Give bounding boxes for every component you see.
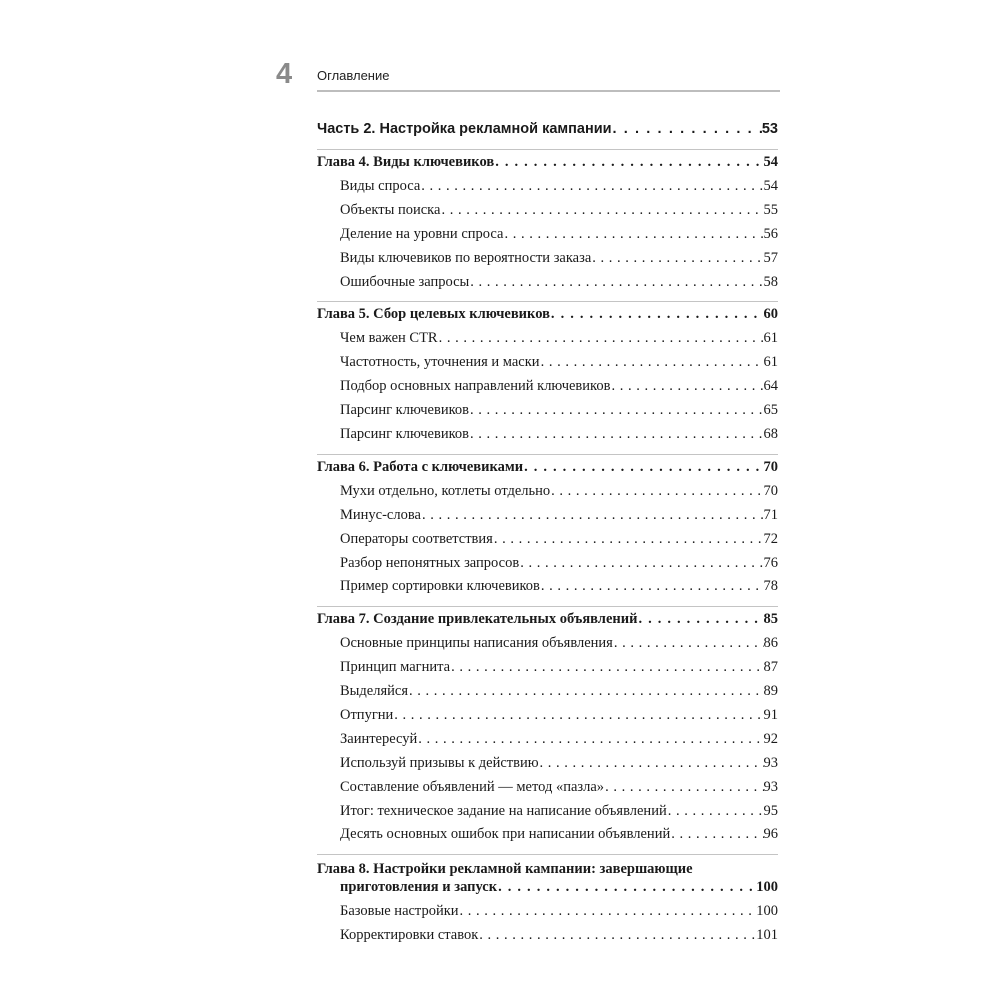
chapter-divider <box>317 854 778 855</box>
header-rule <box>317 90 780 92</box>
chapter-page: 100 <box>756 879 778 896</box>
dot-leader <box>540 578 764 595</box>
dot-leader <box>667 803 764 820</box>
toc-section[interactable] <box>317 927 778 951</box>
dot-leader <box>469 426 764 443</box>
dot-leader <box>459 903 757 920</box>
part-title: Часть 2. Настройка рекламной кампании <box>317 121 612 137</box>
dot-leader <box>540 354 764 371</box>
section-page: 72 <box>763 530 778 547</box>
section-page: 95 <box>763 802 778 819</box>
toc-section[interactable] <box>317 803 778 827</box>
chapter-page: 70 <box>763 458 778 475</box>
toc-section[interactable] <box>317 635 778 659</box>
chapter-page: 54 <box>763 154 778 170</box>
chapter-title: Глава 7. Создание привлекательных объявлений <box>317 611 638 628</box>
section-title: Используй призывы к действию <box>340 754 539 771</box>
toc-section[interactable] <box>317 779 778 803</box>
toc-section[interactable] <box>317 178 778 202</box>
toc-section[interactable] <box>317 507 778 531</box>
section-title: Деление на уровни спроса <box>340 225 504 242</box>
toc-section[interactable] <box>317 250 778 274</box>
section-page: 54 <box>763 178 778 194</box>
dot-leader <box>610 378 763 395</box>
toc-section[interactable] <box>317 483 778 507</box>
section-title: Мухи отдельно, котлеты отдельно <box>340 482 551 499</box>
section-page: 61 <box>763 330 778 347</box>
chapter-title: Глава 5. Сбор целевых ключевиков <box>317 306 550 323</box>
dot-leader <box>469 402 764 419</box>
toc-section[interactable] <box>317 707 778 731</box>
dot-leader <box>493 531 764 548</box>
dot-leader <box>519 555 763 572</box>
chapter-page: 60 <box>763 306 778 323</box>
dot-leader <box>497 879 756 896</box>
dot-leader <box>612 121 762 138</box>
toc-chapter-4[interactable] <box>317 154 778 178</box>
dot-leader <box>494 154 763 171</box>
section-page: 71 <box>763 506 778 523</box>
toc-section[interactable] <box>317 330 778 354</box>
dot-leader <box>550 483 763 500</box>
section-title: Базовые настройки <box>340 903 459 920</box>
toc-chapter-8[interactable] <box>317 859 778 903</box>
dot-leader <box>604 779 763 796</box>
dot-leader <box>550 306 764 323</box>
section-title: Основные принципы написания объявления <box>340 635 613 652</box>
section-title: Парсинг ключевиков <box>340 402 469 419</box>
toc-section[interactable] <box>317 354 778 378</box>
toc-part-2[interactable] <box>317 121 778 145</box>
section-page: 91 <box>763 707 778 724</box>
section-title: Отпугни <box>340 707 394 724</box>
section-title: Составление объявлений — метод «пазла» <box>340 778 605 795</box>
dot-leader <box>670 826 763 843</box>
chapter-title-line2: приготовления и запуск <box>340 879 498 896</box>
section-title: Ошибочные запросы <box>340 273 470 290</box>
section-title: Виды ключевиков по вероятности заказа <box>340 249 592 266</box>
section-title: Заинтересуй <box>340 730 418 747</box>
part-page: 53 <box>761 121 778 137</box>
section-page: 64 <box>763 378 778 395</box>
chapter-divider <box>317 149 778 150</box>
dot-leader <box>421 507 764 524</box>
dot-leader <box>469 274 763 291</box>
section-page: 93 <box>763 754 778 771</box>
dot-leader <box>393 707 763 724</box>
toc-section[interactable] <box>317 659 778 683</box>
dot-leader <box>417 731 763 748</box>
chapter-title-line1: Глава 8. Настройки рекламной кампании: завершающие <box>317 861 693 878</box>
dot-leader <box>503 226 763 243</box>
dot-leader <box>523 459 763 476</box>
chapter-title: Глава 4. Виды ключевиков <box>317 154 495 170</box>
section-title: Парсинг ключевиков <box>340 426 469 443</box>
toc-section[interactable] <box>317 274 778 298</box>
dot-leader <box>438 330 764 347</box>
dot-leader <box>440 202 763 219</box>
dot-leader <box>450 659 763 676</box>
section-page: 76 <box>763 554 778 571</box>
toc-section[interactable] <box>317 402 778 426</box>
section-page: 61 <box>763 354 778 371</box>
toc-section[interactable] <box>317 903 778 927</box>
section-title: Минус-слова <box>340 506 421 523</box>
section-page: 100 <box>756 903 778 920</box>
dot-leader <box>613 635 764 652</box>
section-title: Пример сортировки ключевиков <box>340 578 540 595</box>
toc-section[interactable] <box>317 683 778 707</box>
toc-chapter-5[interactable] <box>317 306 778 330</box>
toc-section[interactable] <box>317 826 778 850</box>
section-page: 78 <box>763 578 778 595</box>
table-of-contents <box>317 118 778 951</box>
chapter-divider <box>317 454 778 455</box>
chapter-title: Глава 6. Работа с ключевиками <box>317 458 524 475</box>
section-page: 101 <box>756 927 778 944</box>
section-page: 68 <box>763 426 778 443</box>
toc-section[interactable] <box>317 755 778 779</box>
dot-leader <box>478 927 756 944</box>
toc-section[interactable] <box>317 731 778 755</box>
dot-leader <box>408 683 764 700</box>
section-title: Чем важен CTR <box>340 330 438 347</box>
section-page: 96 <box>763 826 778 843</box>
chapter-divider <box>317 301 778 302</box>
toc-section[interactable] <box>317 226 778 250</box>
section-title: Операторы соответствия <box>340 530 493 547</box>
toc-section[interactable] <box>317 202 778 226</box>
toc-section[interactable] <box>317 378 778 402</box>
section-page: 87 <box>763 659 778 676</box>
section-title: Принцип магнита <box>340 659 451 676</box>
toc-chapter-6[interactable] <box>317 459 778 483</box>
section-page: 56 <box>763 225 778 242</box>
dot-leader <box>637 611 763 628</box>
dot-leader <box>591 250 763 267</box>
dot-leader <box>539 755 764 772</box>
toc-section[interactable] <box>317 531 778 555</box>
dot-leader <box>420 178 763 195</box>
toc-section[interactable] <box>317 426 778 450</box>
section-page: 89 <box>763 683 778 700</box>
running-title: Оглавление <box>317 68 390 83</box>
section-title: Разбор непонятных запросов <box>340 554 520 571</box>
section-page: 65 <box>763 402 778 419</box>
section-title: Выделяйся <box>340 683 408 700</box>
toc-chapter-7[interactable] <box>317 611 778 635</box>
section-page: 55 <box>763 201 778 218</box>
section-page: 57 <box>763 249 778 266</box>
chapter-page: 85 <box>763 611 778 628</box>
page-number: 4 <box>276 58 293 90</box>
section-title: Десять основных ошибок при написании объявлений <box>340 826 671 843</box>
section-page: 70 <box>763 482 778 499</box>
section-page: 92 <box>763 730 778 747</box>
section-title: Частотность, уточнения и маски <box>340 354 540 371</box>
toc-section[interactable] <box>317 555 778 579</box>
section-title: Итог: техническое задание на написание объявлений <box>340 802 667 819</box>
section-page: 58 <box>763 273 778 290</box>
section-title: Объекты поиска <box>340 201 441 218</box>
chapter-divider <box>317 606 778 607</box>
section-title: Виды спроса <box>340 178 421 194</box>
toc-section[interactable] <box>317 578 778 602</box>
section-title: Корректировки ставок <box>340 927 479 944</box>
section-page: 86 <box>763 635 778 652</box>
section-page: 93 <box>763 778 778 795</box>
section-title: Подбор основных направлений ключевиков <box>340 378 611 395</box>
